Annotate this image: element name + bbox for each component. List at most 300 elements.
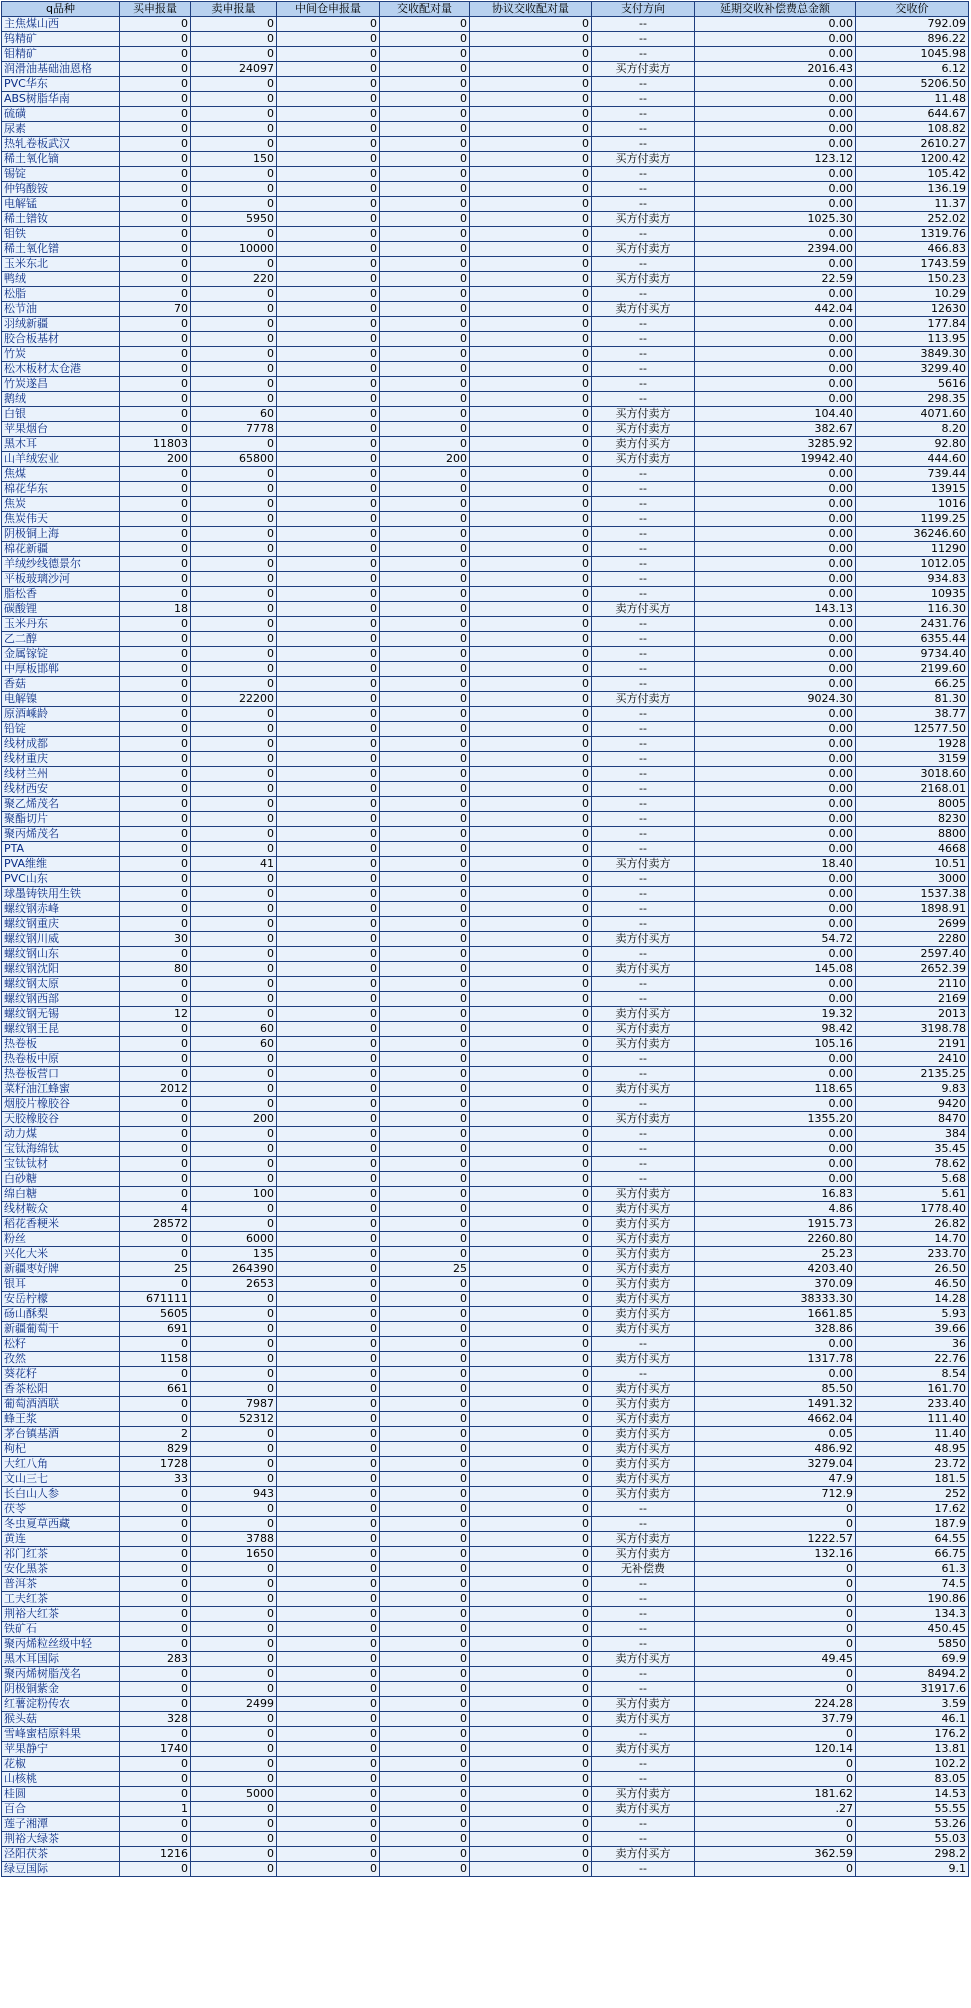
table-cell: 0 — [470, 1232, 592, 1247]
table-cell: 0 — [191, 182, 277, 197]
product-link[interactable]: 乙二醇 — [2, 632, 120, 647]
product-link[interactable]: 胶合板基材 — [2, 332, 120, 347]
product-link[interactable]: 山羊绒宏业 — [2, 452, 120, 467]
product-link[interactable]: 砀山酥梨 — [2, 1307, 120, 1322]
table-cell: -- — [592, 317, 695, 332]
table-cell: 1025.30 — [695, 212, 856, 227]
product-link[interactable]: 泾阳茯茶 — [2, 1847, 120, 1862]
table-cell: 8494.2 — [856, 1667, 969, 1682]
table-cell: 0 — [470, 272, 592, 287]
table-cell: 0 — [120, 737, 191, 752]
table-cell: 0 — [191, 1667, 277, 1682]
product-link[interactable]: 松脂 — [2, 287, 120, 302]
table-cell: 0 — [277, 857, 380, 872]
product-link[interactable]: 焦煤 — [2, 467, 120, 482]
table-cell: 6355.44 — [856, 632, 969, 647]
product-link[interactable]: 兴化大米 — [2, 1247, 120, 1262]
product-link[interactable]: 安化黑茶 — [2, 1562, 120, 1577]
product-link[interactable]: 鸭绒 — [2, 272, 120, 287]
product-link[interactable]: 松木板材太仓港 — [2, 362, 120, 377]
table-cell: -- — [592, 467, 695, 482]
product-link[interactable]: 蜂王浆 — [2, 1412, 120, 1427]
table-cell: 0 — [277, 1292, 380, 1307]
table-cell: 0 — [120, 77, 191, 92]
product-link[interactable]: 螺纹钢太原 — [2, 977, 120, 992]
product-link[interactable]: 新疆枣好牌 — [2, 1262, 120, 1277]
product-link[interactable]: 烟胶片橡胶谷 — [2, 1097, 120, 1112]
table-cell: 2597.40 — [856, 947, 969, 962]
product-link[interactable]: 螺纹钢沈阳 — [2, 962, 120, 977]
product-link[interactable]: PVC山东 — [2, 872, 120, 887]
table-row — [2, 1472, 969, 1487]
product-link[interactable]: 螺纹钢川威 — [2, 932, 120, 947]
table-cell: 0 — [277, 512, 380, 527]
table-cell: 135 — [191, 1247, 277, 1262]
table-cell: 0 — [277, 1532, 380, 1547]
table-cell: 0 — [277, 632, 380, 647]
table-cell: 136.19 — [856, 182, 969, 197]
product-link[interactable]: 孜然 — [2, 1352, 120, 1367]
table-cell: 0 — [380, 1862, 470, 1877]
product-link[interactable]: 热轧卷板武汉 — [2, 137, 120, 152]
product-link[interactable]: 玉米丹东 — [2, 617, 120, 632]
table-cell: 0 — [120, 317, 191, 332]
table-cell: 0 — [191, 572, 277, 587]
table-row — [2, 1352, 969, 1367]
table-cell: 0.00 — [695, 317, 856, 332]
table-cell: 5.93 — [856, 1307, 969, 1322]
product-link[interactable]: 松节油 — [2, 302, 120, 317]
product-link[interactable]: PVC华东 — [2, 77, 120, 92]
table-cell: 0 — [470, 977, 592, 992]
product-link[interactable]: 线材兰州 — [2, 767, 120, 782]
product-link[interactable]: 尿素 — [2, 122, 120, 137]
table-cell: 0 — [277, 1277, 380, 1292]
table-cell: 0 — [277, 1697, 380, 1712]
table-cell: -- — [592, 1517, 695, 1532]
product-link[interactable]: 荆裕大红茶 — [2, 1607, 120, 1622]
product-link[interactable]: 稻花香粳米 — [2, 1217, 120, 1232]
product-link[interactable]: 黑木耳 — [2, 437, 120, 452]
table-cell: 0 — [277, 1322, 380, 1337]
product-link[interactable]: 红薯淀粉传农 — [2, 1697, 120, 1712]
table-cell: 118.65 — [695, 1082, 856, 1097]
product-link[interactable]: 白砂糖 — [2, 1172, 120, 1187]
table-cell: 0.00 — [695, 227, 856, 242]
table-cell: 0 — [191, 362, 277, 377]
product-link[interactable]: 金属镓锭 — [2, 647, 120, 662]
product-link[interactable]: 螺纹钢山东 — [2, 947, 120, 962]
table-cell: 0 — [120, 1667, 191, 1682]
product-link[interactable]: 鹅绒 — [2, 392, 120, 407]
product-link[interactable]: 螺纹钢西部 — [2, 992, 120, 1007]
table-cell: 0 — [120, 1787, 191, 1802]
table-cell: 0 — [120, 662, 191, 677]
product-link[interactable]: 主焦煤山西 — [2, 17, 120, 32]
table-cell: 0 — [277, 692, 380, 707]
product-link[interactable]: 热卷板营口 — [2, 1067, 120, 1082]
table-cell: 3018.60 — [856, 767, 969, 782]
table-cell: 0 — [470, 1277, 592, 1292]
table-row — [2, 662, 969, 677]
table-cell: 0 — [277, 1712, 380, 1727]
product-link[interactable]: 天胶橡胶谷 — [2, 1112, 120, 1127]
product-link[interactable]: 普洱茶 — [2, 1577, 120, 1592]
product-link[interactable]: 焦炭 — [2, 497, 120, 512]
table-cell: 450.45 — [856, 1622, 969, 1637]
table-cell: 1743.59 — [856, 257, 969, 272]
table-cell: -- — [592, 647, 695, 662]
product-link[interactable]: 绿豆国际 — [2, 1862, 120, 1877]
table-cell: 0 — [380, 812, 470, 827]
table-cell: 0 — [470, 662, 592, 677]
table-cell: 0 — [191, 1442, 277, 1457]
table-cell: 2 — [120, 1427, 191, 1442]
table-row — [2, 1802, 969, 1817]
table-cell: 0 — [380, 1172, 470, 1187]
table-row — [2, 1337, 969, 1352]
table-cell: 买方付卖方 — [592, 1112, 695, 1127]
table-cell: 0 — [380, 527, 470, 542]
product-link[interactable]: 聚乙烯茂名 — [2, 797, 120, 812]
table-cell: 0 — [470, 242, 592, 257]
table-row — [2, 1322, 969, 1337]
product-link[interactable]: 螺纹钢赤峰 — [2, 902, 120, 917]
product-link[interactable]: 粉丝 — [2, 1232, 120, 1247]
table-cell: 卖方付买方 — [592, 962, 695, 977]
table-cell: 0 — [380, 1487, 470, 1502]
table-cell: 0 — [470, 92, 592, 107]
product-link[interactable]: 安岳柠檬 — [2, 1292, 120, 1307]
table-cell: 0 — [277, 1022, 380, 1037]
table-cell: 卖方付买方 — [592, 1322, 695, 1337]
table-cell: 0.00 — [695, 107, 856, 122]
table-cell: 0 — [380, 1442, 470, 1457]
table-row — [2, 1502, 969, 1517]
product-link[interactable]: 线材成都 — [2, 737, 120, 752]
product-link[interactable]: 长白山人参 — [2, 1487, 120, 1502]
product-link[interactable]: 银耳 — [2, 1277, 120, 1292]
table-cell: 0 — [470, 122, 592, 137]
table-cell: 0 — [380, 1652, 470, 1667]
table-row — [2, 1127, 969, 1142]
table-cell: 0 — [191, 77, 277, 92]
table-cell: -- — [592, 902, 695, 917]
table-cell: 0 — [380, 497, 470, 512]
product-link[interactable]: PTA — [2, 842, 120, 857]
product-link[interactable]: 焦炭伟天 — [2, 512, 120, 527]
table-row — [2, 1757, 969, 1772]
table-cell: 0.00 — [695, 182, 856, 197]
table-cell: 0 — [191, 227, 277, 242]
table-cell: 0 — [470, 962, 592, 977]
product-link[interactable]: 莲子湘潭 — [2, 1817, 120, 1832]
table-cell: 0 — [120, 1772, 191, 1787]
table-cell: 0 — [191, 392, 277, 407]
product-link[interactable]: 羊绒纱线德景尔 — [2, 557, 120, 572]
table-cell: 0 — [120, 707, 191, 722]
product-link[interactable]: 润滑油基础油恩格 — [2, 62, 120, 77]
table-cell: 283 — [120, 1652, 191, 1667]
product-link[interactable]: 阴极铜紫金 — [2, 1682, 120, 1697]
table-cell: 0 — [277, 557, 380, 572]
product-link[interactable]: 平板玻璃沙河 — [2, 572, 120, 587]
table-cell: -- — [592, 992, 695, 1007]
product-link[interactable]: 枸杞 — [2, 1442, 120, 1457]
product-link[interactable]: 文山三七 — [2, 1472, 120, 1487]
table-cell: 0 — [120, 272, 191, 287]
table-cell: 0 — [277, 1097, 380, 1112]
table-cell: 0 — [380, 152, 470, 167]
table-cell: 0 — [277, 1112, 380, 1127]
table-cell: 10000 — [191, 242, 277, 257]
product-link[interactable]: 硫磺 — [2, 107, 120, 122]
table-cell: 0.00 — [695, 662, 856, 677]
table-cell: 0 — [120, 1817, 191, 1832]
table-cell: 0 — [191, 1127, 277, 1142]
table-cell: 7987 — [191, 1397, 277, 1412]
table-row — [2, 467, 969, 482]
table-cell: 0 — [120, 1022, 191, 1037]
product-link[interactable]: 雪峰蜜桔原料果 — [2, 1727, 120, 1742]
table-cell: 0 — [470, 167, 592, 182]
product-link[interactable]: 稀土氧化镨 — [2, 242, 120, 257]
table-cell: 12 — [120, 1007, 191, 1022]
product-link[interactable]: 绵白糖 — [2, 1187, 120, 1202]
product-link[interactable]: 猴头菇 — [2, 1712, 120, 1727]
product-link[interactable]: 球墨铸铁用生铁 — [2, 887, 120, 902]
table-cell: 0 — [191, 1382, 277, 1397]
table-cell: 7778 — [191, 422, 277, 437]
product-link[interactable]: 宝钛钛材 — [2, 1157, 120, 1172]
table-row — [2, 782, 969, 797]
table-cell: 买方付卖方 — [592, 212, 695, 227]
table-row — [2, 422, 969, 437]
product-link[interactable]: 钼精矿 — [2, 47, 120, 62]
product-link[interactable]: 苹果烟台 — [2, 422, 120, 437]
table-cell: 0 — [380, 17, 470, 32]
product-link[interactable]: 电解镍 — [2, 692, 120, 707]
table-cell: 0 — [277, 887, 380, 902]
table-cell: 0 — [380, 662, 470, 677]
product-link[interactable]: 桂圆 — [2, 1787, 120, 1802]
table-cell: -- — [592, 482, 695, 497]
product-link[interactable]: 竹炭遂昌 — [2, 377, 120, 392]
table-cell: 0 — [120, 827, 191, 842]
table-cell: 0 — [470, 1172, 592, 1187]
table-cell: 0 — [470, 767, 592, 782]
product-link[interactable]: 螺纹钢重庆 — [2, 917, 120, 932]
table-cell: 卖方付买方 — [592, 1742, 695, 1757]
table-cell: 0 — [470, 302, 592, 317]
table-cell: 691 — [120, 1322, 191, 1337]
product-link[interactable]: 钨精矿 — [2, 32, 120, 47]
table-cell: 382.67 — [695, 422, 856, 437]
table-cell: 0 — [277, 1787, 380, 1802]
product-link[interactable]: 电解锰 — [2, 197, 120, 212]
table-cell: 0 — [191, 932, 277, 947]
product-link[interactable]: 黑木耳国际 — [2, 1652, 120, 1667]
table-cell: 0 — [120, 1502, 191, 1517]
table-cell: 0 — [470, 677, 592, 692]
table-cell: 买方付卖方 — [592, 1547, 695, 1562]
table-cell: 2499 — [191, 1697, 277, 1712]
table-cell: 0.00 — [695, 722, 856, 737]
table-cell: 5000 — [191, 1787, 277, 1802]
table-cell: 9734.40 — [856, 647, 969, 662]
product-link[interactable]: 黄连 — [2, 1532, 120, 1547]
table-cell: 0 — [277, 422, 380, 437]
table-row — [2, 1187, 969, 1202]
table-cell: 0.00 — [695, 32, 856, 47]
table-cell: 0 — [277, 1607, 380, 1622]
table-cell: 0 — [277, 977, 380, 992]
table-cell: 0 — [191, 1202, 277, 1217]
product-link[interactable]: 热卷板 — [2, 1037, 120, 1052]
product-link[interactable]: 茯苓 — [2, 1502, 120, 1517]
table-cell: 0 — [380, 107, 470, 122]
product-link[interactable]: 线材西安 — [2, 782, 120, 797]
table-cell: -- — [592, 842, 695, 857]
table-cell: 48.95 — [856, 1442, 969, 1457]
table-row — [2, 92, 969, 107]
table-cell: 0 — [120, 977, 191, 992]
table-cell: 0 — [120, 647, 191, 662]
table-row — [2, 407, 969, 422]
product-link[interactable]: ABS树脂华南 — [2, 92, 120, 107]
table-cell: -- — [592, 197, 695, 212]
table-cell: 0 — [380, 797, 470, 812]
table-cell: 0 — [277, 1247, 380, 1262]
product-link[interactable]: 棉花新疆 — [2, 542, 120, 557]
table-cell: 买方付卖方 — [592, 152, 695, 167]
product-link[interactable]: 碳酸锂 — [2, 602, 120, 617]
product-link[interactable]: 聚酯切片 — [2, 812, 120, 827]
table-cell: 37.79 — [695, 1712, 856, 1727]
table-cell: -- — [592, 512, 695, 527]
product-link[interactable]: 脂松香 — [2, 587, 120, 602]
product-link[interactable]: 荆裕大绿茶 — [2, 1832, 120, 1847]
product-link[interactable]: 聚丙烯茂名 — [2, 827, 120, 842]
product-link[interactable]: 螺纹钢王昆 — [2, 1022, 120, 1037]
product-link[interactable]: 葵花籽 — [2, 1367, 120, 1382]
table-cell: 0 — [191, 1847, 277, 1862]
product-link[interactable]: 葡萄酒酒联 — [2, 1397, 120, 1412]
product-link[interactable]: 祁门红茶 — [2, 1547, 120, 1562]
table-cell: -- — [592, 332, 695, 347]
table-row — [2, 1382, 969, 1397]
table-cell: 0 — [191, 1502, 277, 1517]
product-link[interactable]: 聚丙烯树脂茂名 — [2, 1667, 120, 1682]
product-link[interactable]: 白银 — [2, 407, 120, 422]
table-cell: 0 — [277, 17, 380, 32]
product-link[interactable]: 花椒 — [2, 1757, 120, 1772]
table-cell: -- — [592, 737, 695, 752]
table-cell: 0 — [191, 197, 277, 212]
product-link[interactable]: 钼铁 — [2, 227, 120, 242]
table-cell: 0 — [120, 1637, 191, 1652]
product-link[interactable]: PVA维维 — [2, 857, 120, 872]
product-link[interactable]: 阴极铜上海 — [2, 527, 120, 542]
table-cell: 113.95 — [856, 332, 969, 347]
table-row — [2, 1262, 969, 1277]
product-link[interactable]: 百合 — [2, 1802, 120, 1817]
table-cell: 2652.39 — [856, 962, 969, 977]
product-link[interactable]: 聚丙烯粒丝级中轻 — [2, 1637, 120, 1652]
product-link[interactable]: 松籽 — [2, 1337, 120, 1352]
product-link[interactable]: 热卷板中原 — [2, 1052, 120, 1067]
product-link[interactable]: 山核桃 — [2, 1772, 120, 1787]
product-link[interactable]: 羽绒新疆 — [2, 317, 120, 332]
product-link[interactable]: 铅锭 — [2, 722, 120, 737]
product-link[interactable]: 玉米东北 — [2, 257, 120, 272]
table-cell: 0 — [380, 902, 470, 917]
table-cell: 8470 — [856, 1112, 969, 1127]
table-cell: 0 — [380, 1127, 470, 1142]
product-link[interactable]: 铁矿石 — [2, 1622, 120, 1637]
product-link[interactable]: 菜籽油江蜂蜜 — [2, 1082, 120, 1097]
table-cell: 0 — [277, 1742, 380, 1757]
table-cell: 0 — [380, 1112, 470, 1127]
product-link[interactable]: 稀土氧化镝 — [2, 152, 120, 167]
product-link[interactable]: 香茶松阳 — [2, 1382, 120, 1397]
table-cell: 370.09 — [695, 1277, 856, 1292]
table-cell: 0 — [470, 362, 592, 377]
product-link[interactable]: 原酒嵊龄 — [2, 707, 120, 722]
product-link[interactable]: 棉花华东 — [2, 482, 120, 497]
table-cell: 0.00 — [695, 842, 856, 857]
product-link[interactable]: 动力煤 — [2, 1127, 120, 1142]
table-cell: 0 — [120, 1487, 191, 1502]
table-row — [2, 167, 969, 182]
product-link[interactable]: 工夫红茶 — [2, 1592, 120, 1607]
table-cell: 39.66 — [856, 1322, 969, 1337]
table-cell: 0 — [470, 1547, 592, 1562]
table-cell: 0 — [470, 782, 592, 797]
product-link[interactable]: 仲钨酸铵 — [2, 182, 120, 197]
table-cell: 0 — [277, 767, 380, 782]
table-row — [2, 1277, 969, 1292]
table-cell: 0 — [277, 347, 380, 362]
product-link[interactable]: 中厚板邯郸 — [2, 662, 120, 677]
table-cell: -- — [592, 77, 695, 92]
table-cell: 0 — [191, 1562, 277, 1577]
table-cell: 0 — [380, 1412, 470, 1427]
product-link[interactable]: 竹炭 — [2, 347, 120, 362]
product-link[interactable]: 线材重庆 — [2, 752, 120, 767]
product-link[interactable]: 稀土镨钕 — [2, 212, 120, 227]
product-link[interactable]: 茅台镇基酒 — [2, 1427, 120, 1442]
table-cell: 1928 — [856, 737, 969, 752]
table-cell: 0 — [277, 797, 380, 812]
table-cell: 0 — [191, 1802, 277, 1817]
product-link[interactable]: 香菇 — [2, 677, 120, 692]
table-cell: 0 — [380, 572, 470, 587]
table-cell: 0 — [277, 737, 380, 752]
product-link[interactable]: 宝钛海绵钛 — [2, 1142, 120, 1157]
table-cell: 0 — [277, 1592, 380, 1607]
product-link[interactable]: 线材鞍众 — [2, 1202, 120, 1217]
product-link[interactable]: 锡锭 — [2, 167, 120, 182]
product-link[interactable]: 大红八角 — [2, 1457, 120, 1472]
product-link[interactable]: 新疆葡萄干 — [2, 1322, 120, 1337]
table-row — [2, 1427, 969, 1442]
table-cell: 0 — [470, 812, 592, 827]
product-link[interactable]: 冬虫夏草西藏 — [2, 1517, 120, 1532]
product-link[interactable]: 苹果静宁 — [2, 1742, 120, 1757]
table-cell: 0 — [470, 212, 592, 227]
product-link[interactable]: 螺纹钢无锡 — [2, 1007, 120, 1022]
